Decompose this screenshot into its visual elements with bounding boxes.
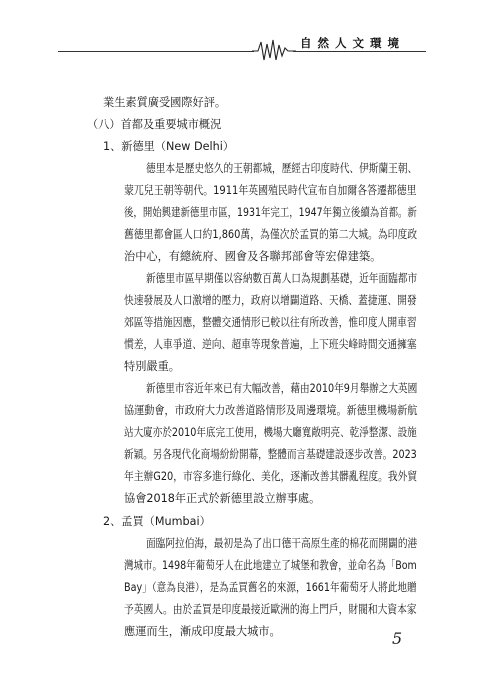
text-line: 新德里市容近年來已有大幅改善，藉由2010年9月舉辦之大英國 [146,382,418,395]
text-line: 舊德里都會區人口約1,860萬，為僅次於孟買的第二大城。為印度政 [124,228,418,241]
text-line: 後，開始興建新德里市區，1931年完工，1947年獨立後續為首都。新 [124,206,417,219]
text-line: Bay」（意為良港），是為孟買舊名的來源，1661年葡萄牙人將此地贈 [124,581,417,594]
text-line: 特別嚴重。 [124,360,180,373]
text-line: 郊區等措施因應，整體交通情形已較以往有所改善，惟印度人開車習 [124,316,417,329]
text-line: 應運而生，漸成印度最大城市。 [124,625,281,638]
page-number: 5 [392,629,403,648]
text-line: 快速發展及人口激增的壓力，政府以增闢道路、天橋、蓋捷運、開發 [124,294,417,307]
text-line: 慣差，人車爭道、逆向、超車等現象普遍，上下班尖峰時間交通擁塞 [124,338,417,351]
text-line: 新穎。另各現代化商場紛紛開幕，整體而言基礎建設逐步改善。2023 [124,448,417,461]
chapter-title: 自然人文環境 [300,36,405,50]
text-line: 協會2018年正式於新德里設立辦事處。 [124,492,321,505]
text-line: 治中心，有總統府、國會及各聯邦部會等宏偉建築。 [124,250,382,263]
text-line: 站大廈亦於2010年底完工使用，機場大廳寬敞明亮、乾淨整潔、設施 [124,426,417,439]
text-line: 業生素質廣受國際好評。 [103,96,227,109]
text-line: 協運動會，市政府大力改善道路情形及周邊環境。新德里機場新航 [124,404,418,417]
text-line: 灣城市。1498年葡萄牙人在此地建立了城堡和教會，並命名為「Bom [124,559,417,572]
text-line: 年主辦G20，市容多進行綠化、美化，逐漸改善其髒亂程度。我外貿 [124,470,418,483]
subsection-heading: 2、孟買（Mumbai） [103,515,211,528]
text-line: 蒙兀兒王朝等朝代。1911年英國殖民時代宣布自加爾各答遷都德里 [124,184,417,197]
text-line: 面臨阿拉伯海，最初是為了出口德干高原生產的棉花而開闢的港 [146,537,418,550]
text-line: 德里本是歷史悠久的王朝都城，歷經古印度時代、伊斯蘭王朝、 [146,162,418,175]
text-line: 予英國人。由於孟買是印度最接近歐洲的海上門戶，財閥和大資本家 [124,603,417,616]
section-heading: （八）首都及重要城市概況 [87,118,222,131]
text-line: 新德里市區早期僅以容納數百萬人口為規劃基礎，近年面臨都市 [146,272,418,285]
subsection-heading: 1、新德里（New Delhi） [103,140,235,153]
